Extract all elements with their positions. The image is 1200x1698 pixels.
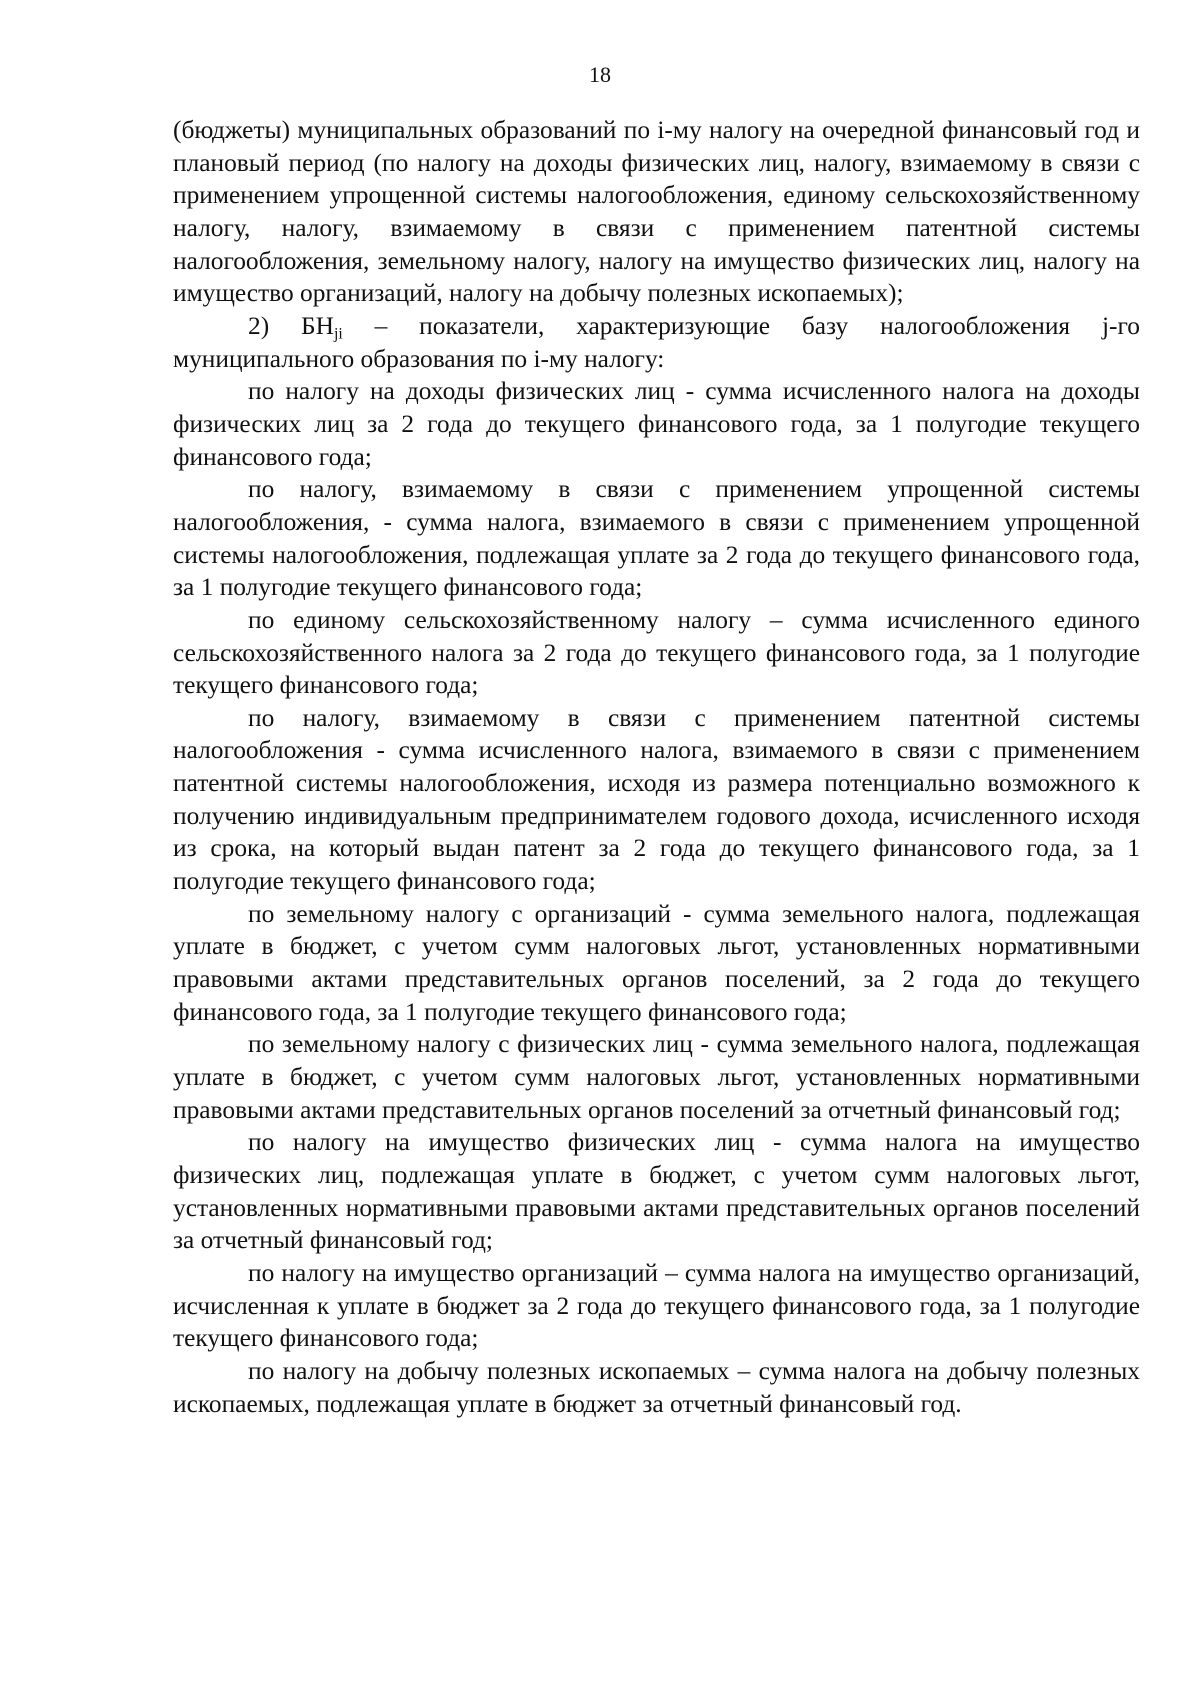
paragraph-property-tax-individuals: по налогу на имущество физических лиц - сумма налога на имущество физических лиц, подлежащая уплате в бюджет, с учетом сумм налоговых льгот, установленных нормативными правовыми актами представительных органов поселений за отчетный финансовый год; [173,1128,1140,1255]
document-body [173,114,1140,1420]
paragraph-mineral-extraction-tax: по налогу на добычу полезных ископаемых – сумма налога на добычу полезных ископаемых, подлежащая уплате в бюджет за отчетный финансовый год. [173,1356,1140,1418]
paragraph-simplified-tax-system: по налогу, взимаемому в связи с применением упрощенной системы налогообложения, - сумма налога, взимаемого в связи с применением упрощенной системы налогообложения, подлежащая уплате за 2 года до текущего финансового года, за 1 полугодие текущего финансового года; [173,475,1140,602]
paragraph-property-tax-organizations: по налогу на имущество организаций – сумма налога на имущество организаций, исчисленная к уплате в бюджет за 2 года до текущего финансового года, за 1 полугодие текущего финансового года; [173,1258,1140,1353]
indicator-definition: – показатели, характеризующие базу налогообложения j-го муниципального образования по i-му налогу: [173,311,1140,373]
paragraph-land-tax-individuals: по земельному налогу с физических лиц - сумма земельного налога, подлежащая уплате в бюджет, с учетом сумм налоговых льгот, установленных нормативными правовыми актами представительных органов поселений за отчетный финансовый год; [173,1030,1140,1124]
indicator-symbol: 2) БН [248,311,334,340]
paragraph-patent-tax-system: по налогу, взимаемому в связи с применением патентной системы налогообложения - сумма исчисленного налога, взимаемого в связи с применением патентной системы налогообложения, исходя из размера потенциально возможного к получению индивидуальным предпринимателем годового дохода, исчисленного исходя из срока, на который выдан патент за 2 года до текущего финансового года, за 1 полугодие текущего финансового года; [173,703,1140,896]
paragraph-agricultural-tax: по единому сельскохозяйственному налогу – сумма исчисленного единого сельскохозяйственного налога за 2 года до текущего финансового года, за 1 полугодие текущего финансового года; [173,605,1140,700]
page-number: 18 [589,62,611,87]
paragraph-personal-income-tax: по налогу на доходы физических лиц - сумма исчисленного налога на доходы физических лиц за 2 года до текущего финансового года, за 1 полугодие текущего финансового года; [173,377,1140,471]
indicator-subscript: ji [333,325,343,343]
paragraph-land-tax-organizations: по земельному налогу с организаций - сумма земельного налога, подлежащая уплате в бюджет, с учетом сумм налоговых льгот, установленных нормативными правовыми актами представительных органов поселений, за 2 года до текущего финансового года, за 1 полугодие текущего финансового года; [173,899,1140,1026]
paragraph-tax-base-indicators [173,310,1140,375]
paragraph-budget-allocation: (бюджеты) муниципальных образований по i-му налогу на очередной финансовый год и плановый период (по налогу на доходы физических лиц, налогу, взимаемому в связи с применением упрощенной системы налогообложения, единому сельскохозяйственному налогу, налогу, взимаемому в связи с применением патентной системы налогообложения, земельному налогу, налогу на имущество физических лиц, налогу на имущество организаций, налогу на добычу полезных ископаемых); [173,116,1140,308]
